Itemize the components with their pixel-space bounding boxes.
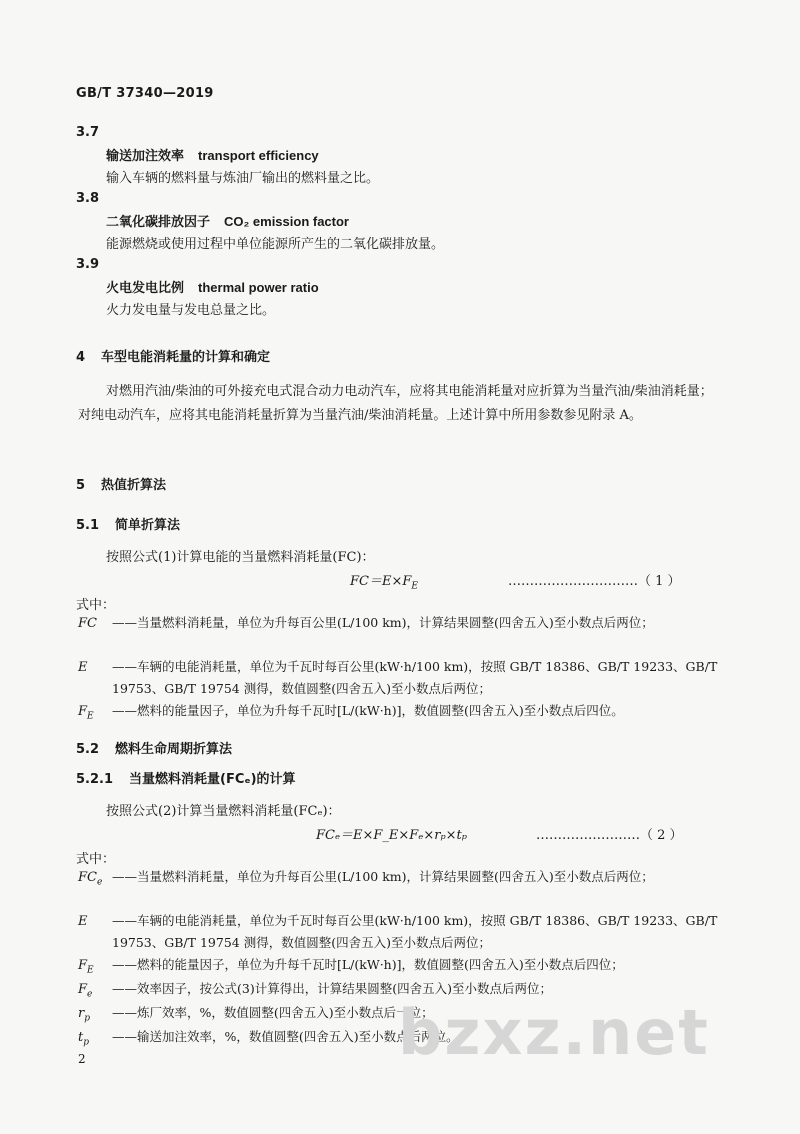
subsection-title: 简单折算法	[115, 518, 181, 533]
symbol-description: ——车辆的电能消耗量，单位为千瓦时每百公里(kW·h/100 km)，按照 GB/T 18386、GB/T 19233、GB/T 19753、GB/T 19754 测得，数值圆整(四舍五入)至小数点后两位；	[112, 659, 718, 696]
symbol-subscript: E	[87, 965, 94, 976]
formula-1-subscript: E	[411, 581, 418, 592]
symbol-name: F	[78, 958, 88, 973]
section-number: 5	[76, 478, 86, 493]
term-definition: 输入车辆的燃料量与炼油厂输出的燃料量之比。	[106, 171, 380, 186]
equation-number-1: …………………………（ 1 ）	[508, 574, 681, 589]
symbol	[78, 616, 97, 631]
watermark: bzxz.net	[398, 996, 710, 1069]
symbol-subscript: p	[84, 1013, 90, 1024]
symbol-subscript: E	[87, 711, 94, 722]
symbol	[78, 958, 94, 976]
symbol-description: ——车辆的电能消耗量，单位为千瓦时每百公里(kW·h/100 km)，按照 GB/T 18386、GB/T 19233、GB/T 19753、GB/T 19754 测得，数值圆整(四舍五入)至小数点后两位；	[112, 913, 718, 950]
symbol-description: ——输送加注效率，%，数值圆整(四舍五入)至小数点后两位。	[112, 1029, 459, 1044]
symbol-description: ——炼厂效率，%，数值圆整(四舍五入)至小数点后一位；	[112, 1005, 434, 1020]
term-title-en: thermal power ratio	[198, 280, 319, 295]
section-title: 热值折算法	[101, 478, 167, 493]
subsection-number: 5.2	[76, 742, 100, 757]
formula-1-text: FC＝E×F	[350, 574, 412, 589]
subsection-heading	[76, 738, 232, 757]
formula-2: FCₑ＝E×F_E×Fₑ×rₚ×tₚ	[316, 828, 467, 843]
symbol	[78, 660, 88, 675]
subsection-number: 5.1	[76, 518, 100, 533]
symbol-name: E	[78, 914, 88, 929]
section-heading	[76, 346, 270, 365]
equation-number-2: ……………………（ 2 ）	[536, 828, 683, 843]
where-label: 式中：	[76, 852, 116, 867]
subsection-heading	[76, 768, 296, 787]
section-body: 对燃用汽油/柴油的可外接充电式混合动力电动汽车，应将其电能消耗量对应折算为当量汽油/柴油消耗量；对纯电动汽车，应将其电能消耗量折算为当量汽油/柴油消耗量。上述计算中所用参数参见附录 A。	[78, 384, 713, 423]
symbol-name: F	[78, 704, 88, 719]
symbol	[78, 1006, 90, 1024]
symbol-subscript: p	[83, 1037, 89, 1048]
subsection-title: 燃料生命周期折算法	[115, 742, 233, 757]
formula-intro: 按照公式(1)计算电能的当量燃料消耗量(FC)：	[106, 550, 375, 565]
formula-intro: 按照公式(2)计算当量燃料消耗量(FCₑ)：	[106, 804, 341, 819]
symbol-name: FC	[78, 616, 97, 631]
symbol-name: t	[78, 1030, 84, 1045]
symbol	[78, 914, 88, 929]
symbol-name: E	[78, 660, 88, 675]
term-definition: 火力发电量与发电总量之比。	[106, 303, 276, 318]
symbol	[78, 704, 94, 722]
term-title	[106, 277, 319, 296]
symbol-description: ——燃料的能量因子，单位为升每千瓦时[L/(kW·h)]，数值圆整(四舍五入)至小数点后四位。	[112, 703, 624, 718]
term-title-zh: 火电发电比例	[106, 281, 185, 296]
standard-header: GB/T 37340—2019	[76, 86, 214, 101]
symbol-name: F	[78, 982, 88, 997]
symbol-description: ——当量燃料消耗量，单位为升每百公里(L/100 km)，计算结果圆整(四舍五入)至小数点后两位；	[112, 869, 654, 884]
symbol-subscript: e	[87, 989, 93, 1000]
section-heading	[76, 474, 166, 493]
term-title-en: CO₂ emission factor	[224, 214, 349, 229]
where-label: 式中：	[76, 598, 116, 613]
section-title: 车型电能消耗量的计算和确定	[101, 350, 271, 365]
formula-1	[350, 570, 418, 592]
term-title-zh: 二氧化碳排放因子	[106, 215, 211, 230]
term-title	[106, 145, 319, 164]
symbol-description: ——当量燃料消耗量，单位为升每百公里(L/100 km)，计算结果圆整(四舍五入)至小数点后两位；	[112, 615, 654, 630]
subsection-heading	[76, 514, 180, 533]
subsection-title: 当量燃料消耗量(FCₑ)的计算	[129, 772, 296, 787]
symbol-description: ——燃料的能量因子，单位为升每千瓦时[L/(kW·h)]，数值圆整(四舍五入)至小数点后四位；	[112, 957, 624, 972]
term-number: 3.9	[76, 257, 100, 272]
symbol-name: r	[78, 1006, 85, 1021]
symbol-subscript: e	[96, 877, 103, 888]
term-title	[106, 211, 349, 230]
page-number: 2	[78, 1052, 86, 1066]
symbol-name: FC	[78, 870, 97, 885]
term-number: 3.8	[76, 191, 100, 206]
term-title-zh: 输送加注效率	[106, 149, 185, 164]
section-number: 4	[76, 350, 86, 365]
symbol	[78, 1030, 89, 1048]
term-definition: 能源燃烧或使用过程中单位能源所产生的二氧化碳排放量。	[106, 237, 445, 252]
term-number: 3.7	[76, 125, 100, 140]
symbol	[78, 982, 92, 1000]
symbol	[78, 870, 102, 888]
symbol-description: ——效率因子，按公式(3)计算得出，计算结果圆整(四舍五入)至小数点后两位；	[112, 981, 552, 996]
subsection-number: 5.2.1	[76, 772, 114, 787]
term-title-en: transport efficiency	[198, 148, 319, 163]
